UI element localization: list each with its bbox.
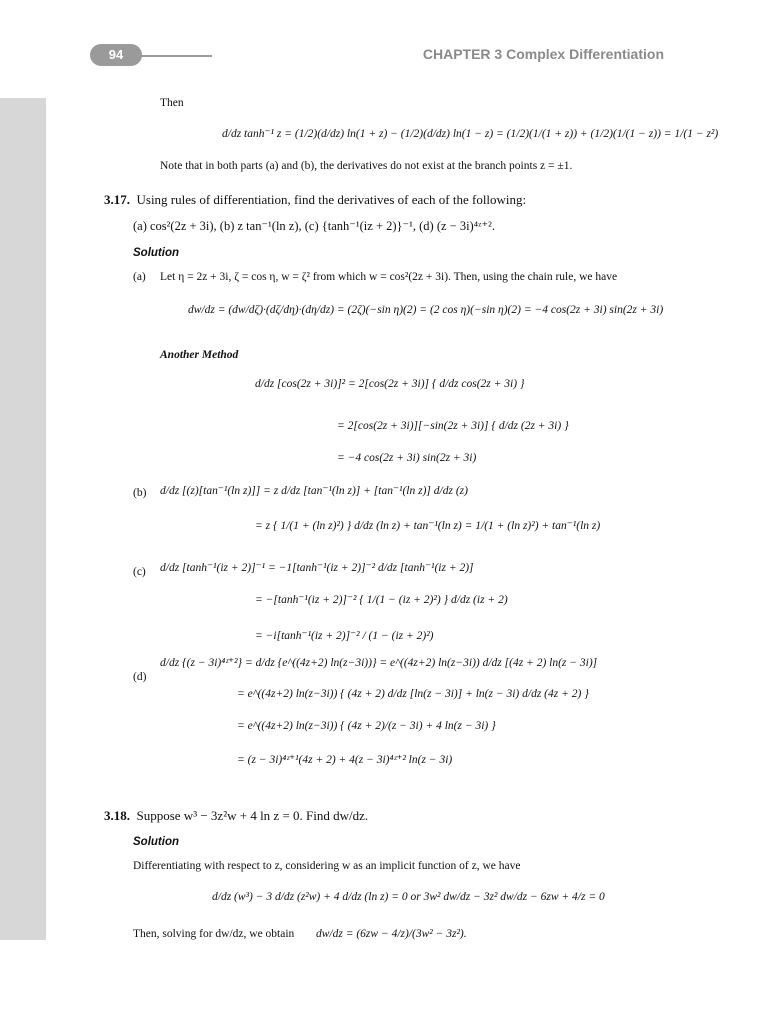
- part-b-eq-1: d/dz [(z)[tan⁻¹(ln z)]] = z d/dz [tan⁻¹(ln z)] + [tan⁻¹(ln z)] d/dz (z): [160, 485, 468, 497]
- part-d-eq-3: = e^((4z+2) ln(z−3i)) { (4z + 2)/(z − 3i) + 4 ln(z − 3i) }: [237, 720, 496, 732]
- part-d-label: (d): [133, 671, 147, 683]
- part-c-eq-1: d/dz [tanh⁻¹(iz + 2)]⁻¹ = −1[tanh⁻¹(iz + 2)]⁻² d/dz [tanh⁻¹(iz + 2)]: [160, 562, 474, 574]
- part-d-eq-1: d/dz {(z − 3i)⁴ᶻ⁺²} = d/dz {e^((4z+2) ln(z−3i))} = e^((4z+2) ln(z−3i)) d/dz [(4z + 2) ln(z − 3i)]: [160, 657, 598, 669]
- problem-number: 3.18.: [104, 808, 130, 823]
- problem-3-17-parts: (a) cos²(2z + 3i), (b) z tan⁻¹(ln z), (c) {tanh⁻¹(iz + 2)}⁻¹, (d) (z − 3i)⁴ᶻ⁺².: [133, 219, 495, 233]
- part-b-eq-2: = z { 1/(1 + (ln z)²) } d/dz (ln z) + tan⁻¹(ln z) = 1/(1 + (ln z)²) + tan⁻¹(ln z): [255, 520, 601, 532]
- another-method-eq-1: d/dz [cos(2z + 3i)]² = 2[cos(2z + 3i)] { d/dz cos(2z + 3i) }: [255, 378, 525, 390]
- then-word: Then: [160, 97, 184, 109]
- part-d-eq-4: = (z − 3i)⁴ᶻ⁺¹(4z + 2) + 4(z − 3i)⁴ᶻ⁺² ln(z − 3i): [237, 754, 453, 766]
- part-a-text: Let η = 2z + 3i, ζ = cos η, w = ζ² from which w = cos²(2z + 3i). Then, using the chain rule, we have: [160, 271, 618, 283]
- problem-3-17-statement: [104, 192, 526, 208]
- header-rule: [140, 55, 212, 57]
- problem-text: Suppose w³ − 3z²w + 4 ln z = 0. Find dw/dz.: [136, 808, 369, 823]
- chapter-title: CHAPTER 3 Complex Differentiation: [422, 46, 664, 62]
- implicit-differentiation-equation: d/dz (w³) − 3 d/dz (z²w) + 4 d/dz (ln z) = 0 or 3w² dw/dz − 3z² dw/dz − 6zw + 4/z = 0: [212, 891, 605, 903]
- part-c-label: (c): [133, 566, 146, 578]
- dw-dz-result: dw/dz = (6zw − 4/z)/(3w² − 3z²).: [316, 928, 467, 940]
- branch-point-note: Note that in both parts (a) and (b), the derivatives do not exist at the branch points z = ±1.: [160, 160, 573, 172]
- problem-number: 3.17.: [104, 192, 130, 207]
- page-side-band: [0, 98, 46, 940]
- part-b-label: (b): [133, 487, 147, 499]
- part-c-eq-3: = −i[tanh⁻¹(iz + 2)]⁻² / (1 − (iz + 2)²): [255, 630, 434, 642]
- part-a-label: (a): [133, 271, 146, 283]
- solution-heading: Solution: [133, 247, 179, 259]
- another-method-eq-3: = −4 cos(2z + 3i) sin(2z + 3i): [337, 452, 477, 464]
- problem-text: Using rules of differentiation, find the derivatives of each of the following:: [136, 192, 527, 207]
- part-d-eq-2: = e^((4z+2) ln(z−3i)) { (4z + 2) d/dz [ln(z − 3i)] + ln(z − 3i) d/dz (4z + 2) }: [237, 688, 589, 700]
- solving-text: Then, solving for dw/dz, we obtain: [133, 928, 295, 940]
- page-number: 94: [90, 44, 142, 66]
- part-c-eq-2: = −[tanh⁻¹(iz + 2)]⁻² { 1/(1 − (iz + 2)²) } d/dz (iz + 2): [255, 594, 508, 606]
- problem-3-18-statement: [104, 808, 368, 824]
- another-method-heading: Another Method: [160, 349, 239, 361]
- implicit-intro: Differentiating with respect to z, considering w as an implicit function of z, we have: [133, 860, 521, 872]
- another-method-eq-2: = 2[cos(2z + 3i)][−sin(2z + 3i)] { d/dz (2z + 3i) }: [337, 420, 569, 432]
- solution-heading: Solution: [133, 836, 179, 848]
- chain-rule-equation: dw/dz = (dw/dζ)·(dζ/dη)·(dη/dz) = (2ζ)(−sin η)(2) = (2 cos η)(−sin η)(2) = −4 cos(2z + 3i) sin(2z + 3i): [188, 304, 664, 316]
- tanh-derivative-equation: d/dz tanh⁻¹ z = (1/2)(d/dz) ln(1 + z) − (1/2)(d/dz) ln(1 − z) = (1/2)(1/(1 + z)) + (1/2)(1/(1 − z)) = 1/(1 − z²): [222, 128, 719, 140]
